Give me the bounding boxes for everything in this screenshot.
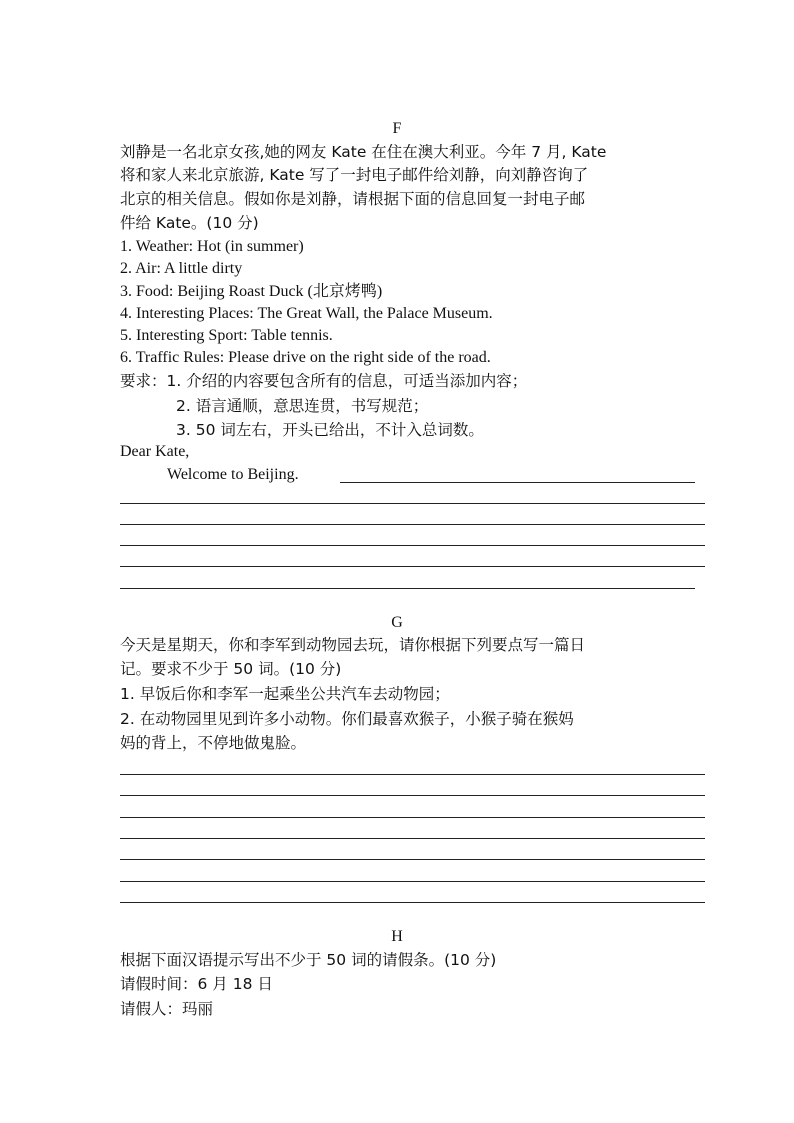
- writing-line-g-5[interactable]: [120, 859, 705, 860]
- writing-line-g-3[interactable]: [120, 817, 705, 818]
- writing-line-g-1[interactable]: [120, 774, 705, 775]
- section-f-item-1: 1. Weather: Hot (in summer): [120, 238, 304, 255]
- section-f-item-4: 4. Interesting Places: The Great Wall, the Palace Museum.: [120, 305, 493, 322]
- section-f-intro-line-3: 北京的相关信息。假如你是刘静，请根据下面的信息回复一封电子邮: [120, 190, 586, 208]
- section-f-requirement-2: 2. 语言通顺，意思连贯，书写规范；: [176, 397, 429, 415]
- section-h-leave-date: 请假时间：6 月 18 日: [120, 975, 273, 993]
- section-f-requirement-3: 3. 50 词左右，开头已给出，不计入总词数。: [176, 421, 484, 439]
- writing-line-g-6[interactable]: [120, 881, 705, 882]
- letter-opening: Welcome to Beijing.: [167, 466, 299, 483]
- section-g-point-2-cont: 妈的背上，不停地做鬼脸。: [120, 734, 307, 752]
- section-f-item-6: 6. Traffic Rules: Please drive on the right side of the road.: [120, 349, 491, 366]
- writing-line-g-4[interactable]: [120, 838, 705, 839]
- section-f-item-2: 2. Air: A little dirty: [120, 260, 243, 277]
- section-f-intro-line-1: 刘静是一名北京女孩,她的网友 Kate 在住在澳大利亚。今年 7 月, Kate: [120, 143, 607, 161]
- section-f-intro-line-4: 件给 Kate。(10 分): [120, 214, 259, 232]
- section-h-heading: H: [391, 928, 403, 945]
- section-f-item-3: 3. Food: Beijing Roast Duck (北京烤鸭): [120, 283, 383, 300]
- section-g-intro-line-1: 今天是星期天，你和李军到动物园去玩，请你根据下列要点写一篇日: [120, 636, 586, 654]
- writing-line-f-2[interactable]: [120, 503, 705, 504]
- writing-line-f-3[interactable]: [120, 524, 705, 525]
- writing-line-f-5[interactable]: [120, 566, 705, 567]
- writing-line-g-2[interactable]: [120, 795, 705, 796]
- letter-salutation: Dear Kate,: [120, 443, 190, 460]
- writing-line-f-6[interactable]: [120, 588, 695, 589]
- section-g-heading: G: [391, 614, 403, 631]
- section-f-intro-line-2: 将和家人来北京旅游, Kate 写了一封电子邮件给刘静，向刘静咨询了: [120, 166, 589, 184]
- section-f-requirement-1: 要求：1. 介绍的内容要包含所有的信息，可适当添加内容；: [120, 372, 528, 390]
- section-f-item-5: 5. Interesting Sport: Table tennis.: [120, 327, 333, 344]
- writing-line-f-1[interactable]: [340, 482, 695, 483]
- section-g-point-2: 2. 在动物园里见到许多小动物。你们最喜欢猴子，小猴子骑在猴妈: [120, 710, 574, 728]
- section-g-point-1: 1. 早饭后你和李军一起乘坐公共汽车去动物园；: [120, 685, 450, 703]
- section-f-heading: F: [392, 120, 402, 137]
- section-h-leave-person: 请假人：玛丽: [120, 1000, 214, 1018]
- section-h-intro: 根据下面汉语提示写出不少于 50 词的请假条。(10 分): [120, 951, 497, 969]
- section-g-intro-line-2: 记。要求不少于 50 词。(10 分): [120, 660, 342, 678]
- writing-line-g-7[interactable]: [120, 902, 705, 903]
- writing-line-f-4[interactable]: [120, 545, 705, 546]
